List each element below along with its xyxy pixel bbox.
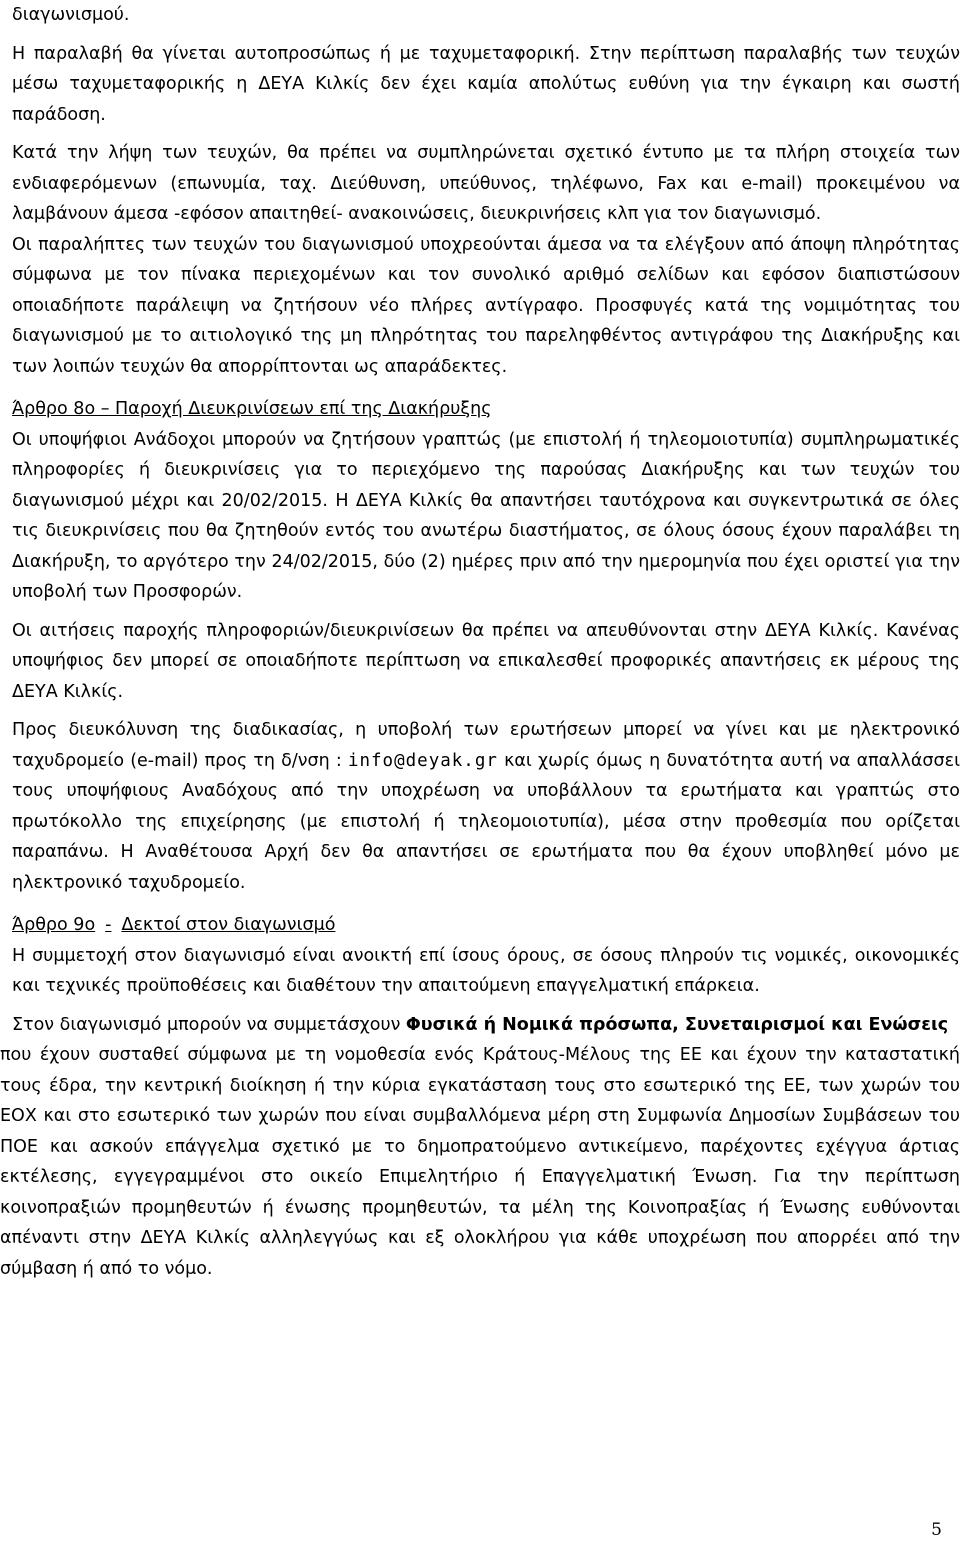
- paragraph-recipients-check: Οι παραλήπτες των τευχών του διαγωνισμού υποχρεούνται άμεσα να τα ελέγξουν από άποψη πληρότητας σύμφωνα με τον πίνακα περιεχομένων και τον συνολικό αριθμό σελίδων και εφόσον διαπιστώσουν οποιαδήποτε παράλειψη να ζητήσουν νέο πλήρες αντίγραφο. Προσφυγές κατά της νομιμότητας του διαγωνισμού με το αιτιολογικό της μη πληρότητας του παρεληφθέντος αντιγράφου της Διακήρυξης και των λοιπών τευχών θα απορρίπτονται ως απαράδεκτες.: [12, 234, 960, 377]
- paragraph-delivery: Η παραλαβή θα γίνεται αυτοπροσώπως ή με ταχυμεταφορική. Στην περίπτωση παραλαβής των τευχών μέσω ταχυμεταφορικής η ΔΕΥΑ Κιλκίς δεν έχει καμία απολύτως ευθύνη για την έγκαιρη και σωστή παράδοση.: [12, 43, 960, 125]
- email-outro-text: και χωρίς όμως η δυνατότητα αυτή να απαλλάσσει τους υποψήφιους Αναδόχους από την υποχρέωση να υποβάλλουν τα ερωτήματα και γραπτώς στο πρωτόκολλο της επιχείρησης (με επιστολή ή τηλεομοιοτυπία), μέσα στην προθεσμία που ορίζεται παραπάνω. Η Αναθέτουσα Αρχή δεν θα απαντήσει σε ερωτήματα που θα έχουν υποβληθεί μόνο με ηλεκτρονικό ταχυδρομείο.: [12, 750, 960, 893]
- paragraph-email-submission: [12, 715, 960, 898]
- paragraph-eligibility-conditions: που έχουν συσταθεί σύμφωνα με τη νομοθεσία ενός Κράτους-Μέλους της ΕΕ και έχουν την καταστατική τους έδρα, την κεντρική διοίκηση ή την κύρια εγκατάσταση τους στο εσωτερικό της ΕΕ, των χωρών του ΕΟΧ και στο εσωτερικό των χωρών που είναι συμβαλλόμενα μέρη στη Συμφωνία Δημοσίων Συμβάσεων του ΠΟΕ και ασκούν επάγγελμα σχετικό με το δημοπρατούμενο αντικείμενο, παρέχοντες εχέγγυα άρτιας εκτέλεσης, εγγεγραμμένοι στο οικείο Επιμελητήριο ή Επαγγελματική Ένωση. Για την περίπτωση κοινοπραξιών προμηθευτών ή ένωσης προμηθευτών, τα μέλη της Κοινοπραξίας ή Ένωσης ευθύνονται απέναντι στην ΔΕΥΑ Κιλκίς αλληλεγγύως και εξ ολοκλήρου για κάθε υποχρέωση που απορρέει από την σύμβαση ή από το νόμο.: [0, 1045, 960, 1279]
- email-intro-text: Προς διευκόλυνση της διαδικασίας, η υποβολή των ερωτήσεων μπορεί να γίνει και με ηλεκτρονικό ταχυδρομείο (e-mail) προς τη δ/νση :: [12, 720, 960, 771]
- article-9-number: Άρθρο 9ο: [12, 915, 96, 935]
- paragraph-clarifications-request: Οι υποψήφιοι Ανάδοχοι μπορούν να ζητήσουν γραπτώς (με επιστολή ή τηλεομοιοτυπία) συμπληρωματικές πληροφορίες ή διευκρινίσεις για το περιεχόμενο της παρούσας Διακήρυξης και των τευχών του διαγωνισμού μέχρι και 20/02/2015. Η ΔΕΥΑ Κιλκίς θα απαντήσει ταυτόχρονα και συγκεντρωτικά σε όλες τις διευκρινίσεις που θα ζητηθούν εντός του ανωτέρω διαστήματος, σε όλους όσους έχουν παραλάβει τη Διακήρυξη, το αργότερο την 24/02/2015, δύο (2) ημέρες πριν από την ημερομηνία που έχει οριστεί για την υποβολή των Προσφορών.: [12, 429, 960, 602]
- article-9-heading: [12, 910, 960, 941]
- contact-email: info@deyak.gr: [347, 750, 498, 771]
- eligible-intro-text: Στον διαγωνισμό μπορούν να συμμετάσχουν: [12, 1014, 406, 1035]
- paragraph-receipt-form: Κατά την λήψη των τευχών, θα πρέπει να συμπληρώνεται σχετικό έντυπο με τα πλήρη στοιχεία των ενδιαφερόμενων (επωνυμία, ταχ. Διεύθυνση, υπεύθυνος, τηλέφωνο, Fax και e-mail) προκειμένου να λαμβάνουν άμεσα -εφόσον απαιτηθεί- ανακοινώσεις, διευκρινήσεις κλπ για τον διαγωνισμό.: [12, 143, 960, 224]
- article-9-title: Δεκτοί στον διαγωνισμό: [121, 915, 336, 935]
- article-8-heading: Άρθρο 8ο – Παροχή Διευκρινίσεων επί της Διακήρυξης: [12, 399, 492, 419]
- article-9-dash: -: [105, 915, 112, 935]
- paragraph-clarifications-address: Οι αιτήσεις παροχής πληροφοριών/διευκρινίσεων θα πρέπει να απευθύνονται στην ΔΕΥΑ Κιλκίς. Κανένας υποψήφιος δεν μπορεί σε οποιαδήποτε περίπτωση να επικαλεσθεί προφορικές απαντήσεις εκ μέρους της ΔΕΥΑ Κιλκίς.: [12, 620, 960, 702]
- page-number: 5: [931, 1520, 942, 1540]
- paragraph-eligible-parties: [12, 1010, 960, 1041]
- paragraph-participation: Η συμμετοχή στον διαγωνισμό είναι ανοικτή επί ίσους όρους, σε όσους πληρούν τις νομικές, οικονομικές και τεχνικές προϋποθέσεις και διαθέτουν την απαιτούμενη επαγγελματική επάρκεια.: [12, 945, 960, 996]
- paragraph-continuation: διαγωνισμού.: [12, 5, 130, 25]
- eligible-parties-emphasis: Φυσικά ή Νομικά πρόσωπα, Συνεταιρισμοί και Ενώσεις: [405, 1014, 949, 1035]
